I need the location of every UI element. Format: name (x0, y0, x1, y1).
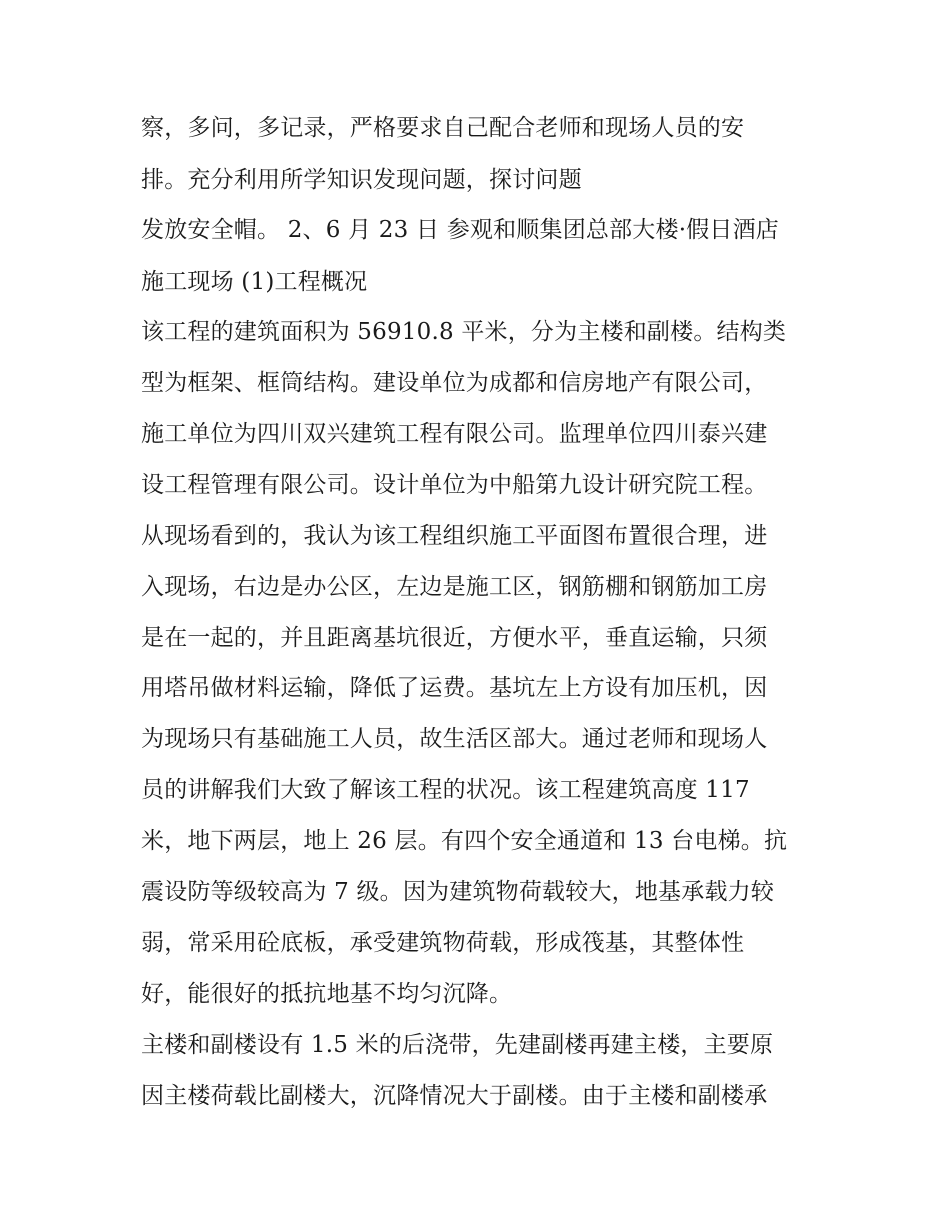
text-line: 主楼和副楼设有 1.5 米的后浇带，先建副楼再建主楼，主要原 (141, 1032, 774, 1058)
text-line: 弱，常采用砼底板，承受建筑物荷载，形成筏基，其整体性 (141, 930, 745, 956)
text-line: 为现场只有基础施工人员，故生活区部大。通过老师和现场人 (141, 726, 768, 752)
text-line: 发放安全帽。 2、6 月 23 日 参观和顺集团总部大楼·假日酒店 (141, 217, 779, 243)
text-line: 施工单位为四川双兴建筑工程有限公司。监理单位四川泰兴建 (141, 421, 768, 447)
text-line: 震设防等级较高为 7 级。因为建筑物荷载较大，地基承载力较 (141, 879, 775, 905)
text-line: 设工程管理有限公司。设计单位为中船第九设计研究院工程。 (141, 472, 768, 498)
text-line: 该工程的建筑面积为 56910.8 平米，分为主楼和副楼。结构类 (141, 319, 787, 345)
text-line: 用塔吊做材料运输，降低了运费。基坑左上方设有加压机，因 (141, 675, 768, 701)
text-line: 察，多问，多记录，严格要求自己配合老师和现场人员的安 (141, 115, 745, 141)
text-line: 型为框架、框筒结构。建设单位为成都和信房地产有限公司， (141, 370, 768, 396)
text-line: 施工现场 (1)工程概况 (141, 269, 368, 295)
text-line: 米，地下两层，地上 26 层。有四个安全通道和 13 台电梯。抗 (141, 828, 788, 854)
text-line: 排。充分利用所学知识发现问题，探讨问题 (141, 167, 582, 193)
text-line: 因主楼荷载比副楼大，沉降情况大于副楼。由于主楼和副楼承 (141, 1083, 768, 1109)
text-line: 是在一起的，并且距离基坑很近，方便水平，垂直运输，只须 (141, 625, 768, 651)
text-line: 入现场，右边是办公区，左边是施工区，钢筋棚和钢筋加工房 (141, 574, 768, 600)
text-line: 好，能很好的抵抗地基不均匀沉降。 (141, 981, 513, 1007)
text-line: 员的讲解我们大致了解该工程的状况。该工程建筑高度 117 (141, 777, 750, 803)
text-line: 从现场看到的，我认为该工程组织施工平面图布置很合理，进 (141, 523, 768, 549)
